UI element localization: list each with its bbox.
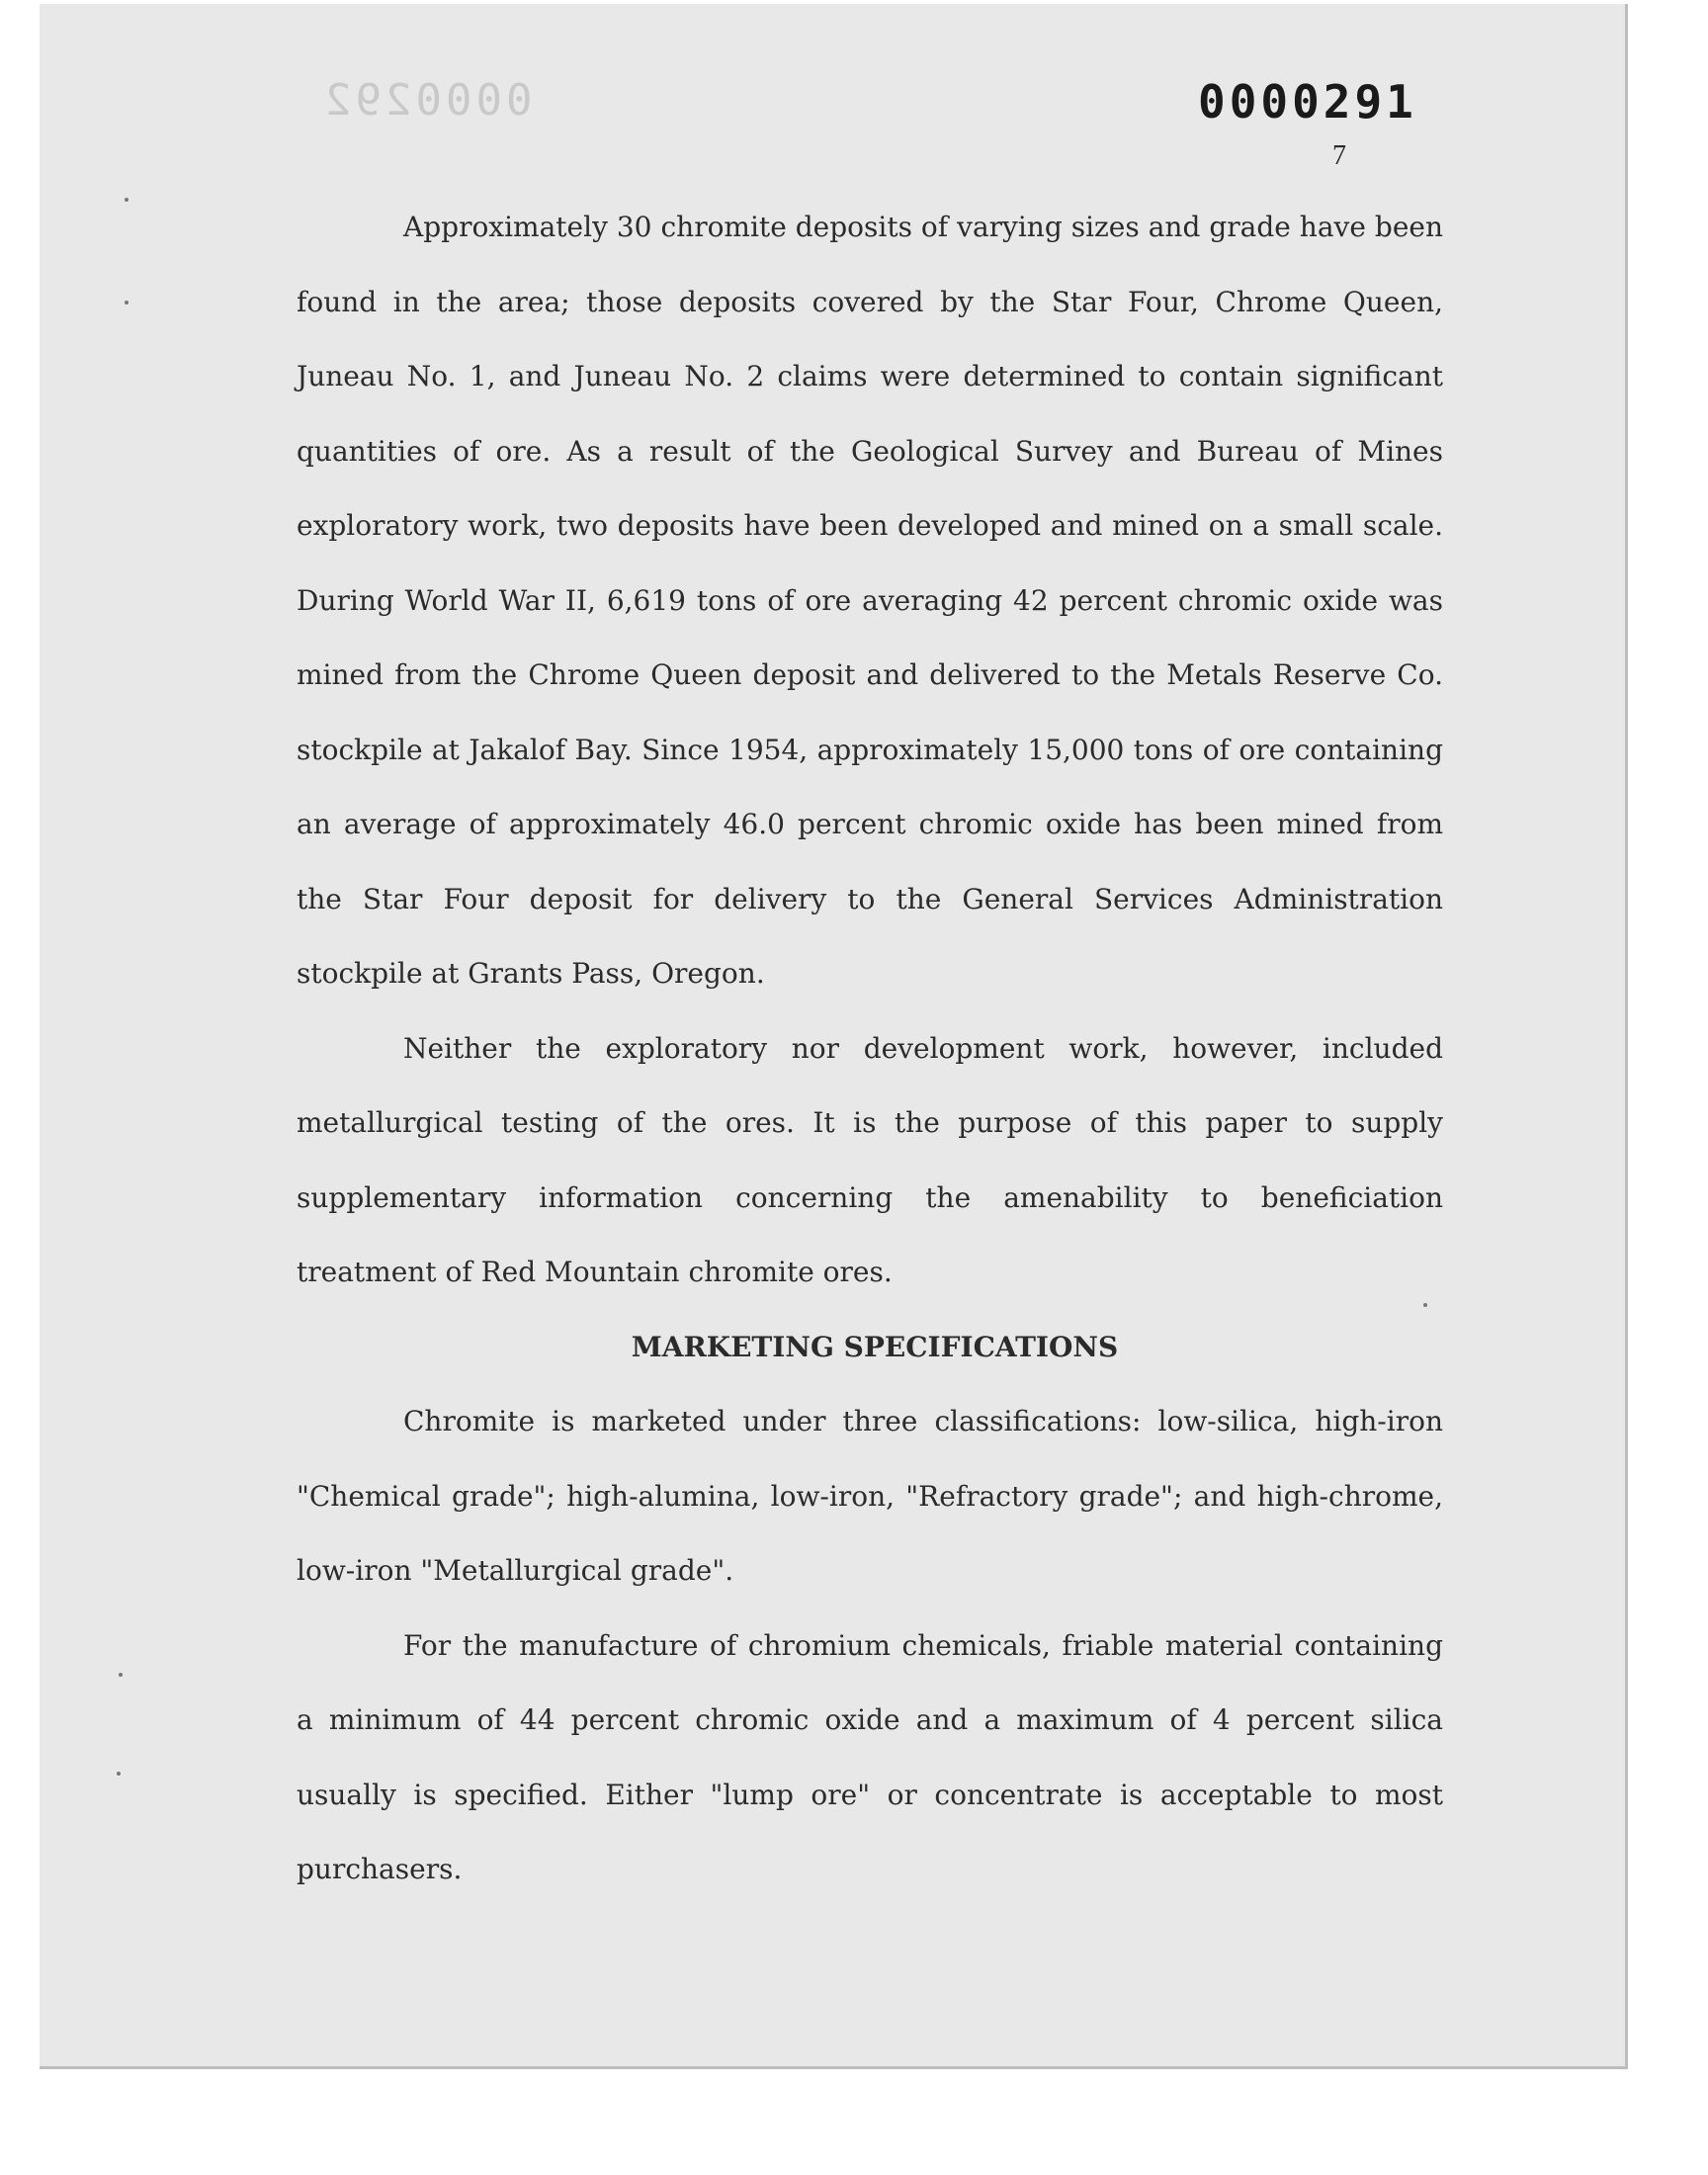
paragraph-classifications: Chromite is marketed under three classifications: low-silica, high-iron "Chemical grade"; high-alumina, low-iron, "Refractory grade"; and high-chrome, low-iron "Metallurgical grade". — [297, 1405, 1443, 1587]
scanned-page-background — [40, 4, 1628, 2069]
page-number: 7 — [1332, 140, 1346, 171]
scan-speck — [119, 1673, 123, 1677]
scan-speck — [125, 301, 128, 304]
paragraph-chemical-grade: For the manufacture of chromium chemicals, friable material containing a minimum of 44 percent chromic oxide and a maximum of 4 percent silica usually is specified. Either "lump ore" or concentrate is acceptable to most purchasers. — [297, 1628, 1443, 1885]
mirrored-bleedthrough-stamp: 0000292 — [321, 75, 533, 126]
paragraph-deposits: Approximately 30 chromite deposits of varying sizes and grade have been found in the area; those deposits covered by the Star Four, Chrome Queen, Juneau No. 1, and Juneau No. 2 claims were determined to contain significant quantities of ore. As a result of the Geological Survey and Bureau of Mines exploratory work, two deposits have been developed and mined on a small scale. During World War II, 6,619 tons of ore averaging 42 percent chromic oxide was mined from the Chrome Queen deposit and delivered to the Metals Reserve Co. stockpile at Jakalof Bay. Since 1954, approximately 15,000 tons of ore containing an average of approximately 46.0 percent chromic oxide has been mined from the Star Four deposit for delivery to the General Services Administration stockpile at Grants Pass, Oregon. — [297, 211, 1443, 990]
paragraph-purpose: Neither the exploratory nor development work, however, included metallurgical testing of the ores. It is the purpose of this paper to supply supplementary information concerning the amenability to beneficiation treatment of Red Mountain chromite ores. — [297, 1031, 1443, 1288]
scan-speck — [125, 198, 128, 202]
document-page — [40, 4, 1625, 2066]
section-heading: MARKETING SPECIFICATIONS — [631, 1330, 1119, 1363]
document-control-number: 0000291 — [1198, 75, 1417, 129]
scan-speck — [117, 1772, 121, 1776]
body-text — [297, 190, 1443, 1907]
